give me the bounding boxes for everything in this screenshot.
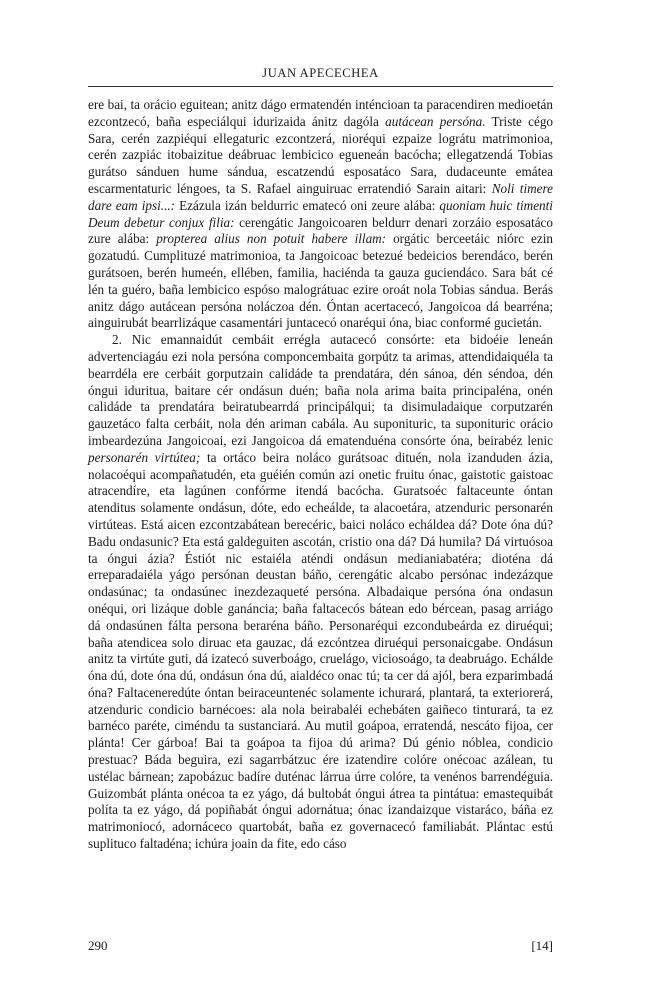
italic-quote: autácean persóna. — [385, 113, 486, 129]
text-run: 2. Nic emannaidút cembáit errégla autacecó consórte: eta bidoéie leneán advertenciagáu ezi nola persóna componcembaita gorpútz ta arimas, attendidaiquéla ta bearrdéla ere cerbáit gorputzain calidáde ta prendatára, dén sánoa, dén séndoa, dén óngui iduritua, baitare cér ondásun duén; baña nola arima baita principaléna, onén calidáde ta prendatára beiratubearrdá principálqui; ta disimuladaique corputzarén gauzetáco falta cerbáit, nola dén ariman cabála. Au suponituric, ta suponituric orácio imbeardezúna Jangoicoai, ezi Jangoicoa dá ematenduéna consórte óna, beirabéz lenic — [88, 332, 553, 448]
text-run: Triste cégo Sara, cerén zazpiéqui ellegaturic ezcontzerá, nioréqui ezpaize lográtu matrimonioa, cerén zazpiác itobaizitue deábruac lembicico egueneán bacócha; ellegatzendá Tobias gurátso sánduen hume sándua, escatzendú esposatáco Sara, dudaceunte emátea escarmentaturic léngoes, ta S. Rafael ainguiruac erratendió Sarain aitari: — [88, 113, 554, 196]
text-run: Ezázula izán beldurric ematecó oni zeure alába: — [175, 197, 440, 213]
running-header: JUAN APECECHEA — [262, 66, 379, 80]
body-text — [88, 97, 553, 853]
text-run: ta ortáco beira noláco gurátsoac dituén, nola izanduden ázia, nolacoéqui acompañatudén, eta guéién común azi onetic fruitu ónac, gaistotic gaistoac atracendíre, eta lagúnen confórme itendá bacócha. Guratsoéc faltaceunte óntan atenditus solamente ondásun, dóte, edo echeálde, ta alacoetára, atzenduric personarén virtúteas. Está aicen ezcontzabátean berecéric, baici noláco echáldea dá? Dote óna dú? Badu ondasunic? Eta está galdeguiten ascotán, cristio ona dá? Dá humila? Dá virtuósoa ta óngui ázia? Éstiót nic estaiéla aténdi ondásun medianiabatéra; dioténa dá erreparadaiéla yágo persónan deustan báño, cerengátic alcabo persónac indezázque ondasúnac; ta ondasúnec inezdezaqueté persóna. Albadaique persóna óna ondasun onéqui, ori lizáque doble ganáncia; baña faltacecós bátean edo bércean, pasag arriágo dá ondasúnen fálta persona beraréna báño. Personaréqui ezcondubeárda ez diruéqui; baña atendicea solo diruac eta gauzac, dá ezcóntzea diruéqui personaicgabe. Ondásun anitz ta virtúte guti, dá izatecó suverboágo, cruelágo, viciosoágo, ta deabruágo. Echálde óna dú, dote óna dú, ondásun óna dú, aialdéco onac tú; ta cer dá ajól, bera ezparimbadá óna? Faltaceneredúte óntan beiraceuntenéc solamente ichurará, plantará, ta exteriorerá, atzenduric condicio barnécoes: ala nola beirabaléi echebáten gaiñeco tinturará, ta ez barnéco paréte, ciméndu ta sustanciará. Au mutil goápoa, erratendá, nescáto fijoa, cer plánta! Cer gárboa! Bai ta goápoa ta fijoa dú arima? Dú génio nóblea, condicio prestuac? Báda beguira, ezi sagarrbátzuc ére izatendire colóre onécoac azálean, tu ustélac bárnean; zapobázuc badíre duténac lárrua úrre colóre, ta venénos barrendéguia. Guizombát plánta onécoa ta ez yágo, dá bultobát óngui átrea ta pintátua: emastequibát políta ta ez yágo, dá popiñabát óngui adornátua; ónac izandaizque vistaráco, báña ez matrimoniocó, adornáceco quartobát, baña ez governacecó familiabát. Plántac estú suplituco faltadéna; ichúra joain da fite, edo cáso — [88, 449, 553, 852]
italic-quote: personarén virtútea; — [88, 449, 201, 465]
text-run: ere bai, ta orácio eguitean; anitz dágo ermatendén inténcioan ta paracendiren medioetán ezcontzecó, baña especiálqui idurizaida ánitz dagóla — [88, 97, 553, 129]
text-run: orgátic berceetáic niórc ezin gozatudú. Cumplituzé matrimonioa, ta Jangoicoac betezué bedeicios berendáco, berén gurátsoen, berén humeén, ellében, familia, haciénda ta gauza guciendáco. Sara bát cé lén ta guéro, baña lembicico espóso malográtuac ezire oroát nola Tobias sándua. Berás anitz dágo autácean persóna noláczoa dén. Óntan acertacecó, Jangoicoa dá bearréna; ainguirubát bearrlizáque casamentári juntacecó onaréqui óna, biac conformé gucietán. — [88, 231, 553, 331]
italic-quote: propterea alius non potuit habere illam: — [156, 231, 387, 247]
header-rule — [88, 86, 553, 87]
page-number: 290 — [88, 938, 108, 953]
italic-quote: quoniam huic timenti Deum debetur conjux filia: — [88, 197, 553, 230]
paragraph — [88, 97, 553, 332]
page-reference: [14] — [531, 938, 553, 953]
text-run: cerengátic Jangoicoaren beldurr denari zorzáio esposatáco zure alába: — [88, 214, 553, 247]
paragraph — [88, 332, 553, 853]
italic-quote: Noli timere dare eam ipsi...: — [88, 180, 553, 213]
